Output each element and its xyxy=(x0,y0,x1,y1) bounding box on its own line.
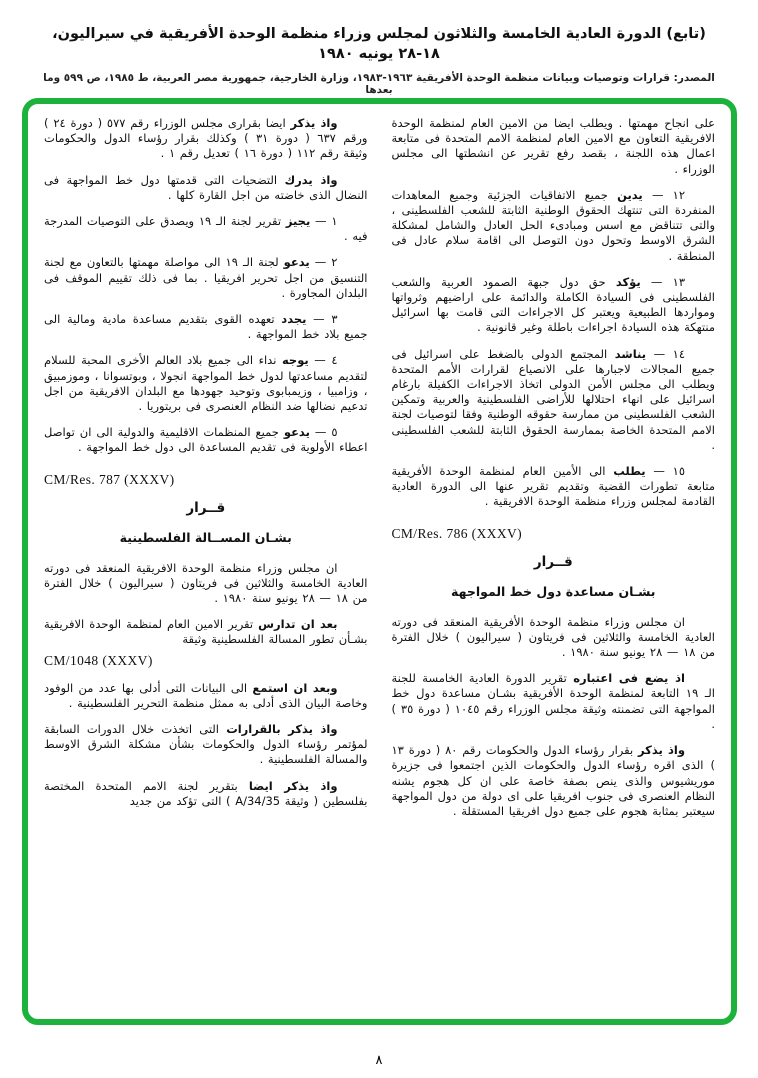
paragraph: ٤ — يوجه نداء الى جميع بلاد العالم الأخرى المحبة للسلام لتقديم مساعدتها لدول خط المواجهة انجولا ، وبوتسوانا ، وموزمبيق ، وزامبيا ، وزيمبابوى وتوحيد جهودها مع البلدان الافريقية من اجل تدعيم نضالها ضد النظام العنصرى فى بريتوريا . xyxy=(44,353,368,414)
paragraph: ٥ — يدعو جميع المنظمات الاقليمية والدولية الى ان تواصل اعطاء الأولوية فى تقديم المساعدة الى دول خط المواجهة . xyxy=(44,425,368,455)
emphasis-lead: يناشد xyxy=(614,346,647,361)
emphasis-lead: واذ يذكر xyxy=(638,743,685,758)
resolution-subject: بشـان مساعدة دول خط المواجهة xyxy=(451,583,656,599)
paragraph: ١٢ — يدين جميع الاتفاقيات الجزئية وجميع المعاهدات المنفردة التى تنتهك الحقوق الوطنية الثابتة للشعب الفلسطينى ، والتى تتناقض مع اسس ومبادىء الحل العادل والشامل لمشكلة الشرق الاوسط وتحول دون التوصل الى اقامة سلام عادل فى المنطقة . xyxy=(391,187,715,263)
two-column-layout xyxy=(28,104,731,1019)
item-number: ٣ — xyxy=(306,312,338,327)
paragraph: بعد ان تدارس تقرير الامين العام لمنظمة الوحدة الافريقية بشـأن تطور المسالة الفلسطينية وثيقة xyxy=(44,617,368,647)
emphasis-lead: بعد ان تدارس xyxy=(258,617,338,632)
paragraph: ٢ — يدعو لجنة الـ ١٩ الى مواصلة مهمتها بالتعاون مع لجنة التنسيق من اجل تحرير افريقيا . بما فى ذلك تقييم الموقف فى البلدان المجاورة . xyxy=(44,255,368,300)
item-number: ٥ — xyxy=(309,425,338,440)
column-left xyxy=(44,116,368,1009)
document-reference: CM/Res. 787 (XXXV) xyxy=(44,471,175,487)
paragraph: واذ يذكر بقرار رؤساء الدول والحكومات رقم ٨٠ ( دورة ١٣ ) الذى اقره رؤساء الدول والحكومات الذين اجتمعوا فى جزيرة موريشيوس والذى ينص بصفة خاصة على ان كل هجوم يشنه النظام العنصرى فى جنوب افريقيا على اى دولة من دول المواجهة سيعتبر بمثابة هجوم على جميع دول افريقيا المستقلة . xyxy=(391,743,715,818)
emphasis-lead: يدعو xyxy=(283,255,310,270)
paragraph: ان مجلس وزراء منظمة الوحدة الافريقية المنعقد فى دورته العادية الخامسة والثلاثين فى فريتاون ( سيراليون ) خلال الفترة من ١٨ — ٢٨ يونيو سنة ١٩٨٠ . xyxy=(44,560,368,606)
session-title: (تابع) الدورة العادية الخامسة والثلاثون لمجلس وزراء منظمة الوحدة الأفريقية في سيراليون، ١٨-٢٨ يونيه ١٩٨٠ xyxy=(52,26,706,63)
column-right xyxy=(392,116,716,1009)
resolution-subject: بشـان المســالة الفلسطينية xyxy=(119,529,292,545)
item-number: ١ — xyxy=(310,214,338,229)
paragraph: ٣ — يجدد تعهده القوى بتقديم مساعدة مادية ومالية الى جميع بلاد خط المواجهة . xyxy=(44,312,368,342)
emphasis-lead: يؤكد xyxy=(615,274,641,289)
emphasis-lead: يدعو xyxy=(283,425,310,440)
item-number: ٢ — xyxy=(309,255,338,270)
page-number: ٨ xyxy=(375,1053,383,1068)
paragraph: واذ يذكر ايضا بقرارى مجلس الوزراء رقم ٥٧٧ ( دورة ٢٤ ) ورقم ٦٣٧ ( دورة ٣١ ) وكذلك بقرار رؤساء الدول والحكومات وثيقة رقم ١١٢ ( دورة ١٦ ) تعديل رقم ١ . xyxy=(44,116,368,161)
item-number: ١٤ — xyxy=(646,346,685,361)
emphasis-lead: واذ يذكر بالقرارات xyxy=(226,722,338,737)
document-reference: CM/Res. 786 (XXXV) xyxy=(391,525,523,541)
item-number: ١٥ — xyxy=(645,464,685,479)
paragraph: وبعد ان استمع الى البيانات التى أدلى بها عدد من الوفود وخاصة البيان الذى أدلى به ممثل منظمة التحرير الفلسطينية . xyxy=(44,680,368,710)
item-number: ١٢ — xyxy=(642,187,685,202)
resolution-heading: قــرار xyxy=(186,499,226,516)
document-reference: CM/1048 (XXXV) xyxy=(44,652,153,668)
emphasis-lead: واذ يدرك xyxy=(284,172,338,187)
paragraph: واذ يذكر ايضا بتقرير لجنة الامم المتحدة المختصة بفلسطين ( وثيقة A/34/35 ) التى تؤكد من جديد xyxy=(44,778,368,808)
item-number: ١٣ — xyxy=(640,274,686,289)
source-citation: المصدر: قرارات وتوصيات وبيانات منظمة الوحدة الأفريقية ١٩٦٣-١٩٨٣، وزارة الخارجية، جمهورية مصر العربية، ط ١٩٨٥، ص ٥٩٩ وما بعدها xyxy=(43,71,715,96)
emphasis-lead: واذ يذكر xyxy=(290,116,338,130)
emphasis-lead: اذ يضع فى اعتباره xyxy=(573,671,685,686)
emphasis-lead: واذ يذكر ايضا xyxy=(248,778,338,793)
paragraph: اذ يضع فى اعتباره تقرير الدورة العادية الخامسة للجنة الـ ١٩ التابعة لمنظمة الوحدة الأفريقية بشـان مساعدة دول خط المواجهة التى تضمنته وثيقة مجلس الوزراء رقم ١٠٤٥ ( دورة ٣٥ ) . xyxy=(391,671,715,731)
paragraph: ١٤ — يناشد المجتمع الدولى بالضغط على اسرائيل فى جميع المجالات لاجبارها على الانصياع لقرارات الأمم المتحدة ويطلب الى مجلس الأمن الدولى اتخاذ الاجراءات الكفيلة بارغام اسرائيل على انهاء احتلالها للأراضى الفلسطينية والعربية وتمكين الشعب الفلسطينى من ممارسة حقوقه الوطنية وفقا لتوصيات لجنة الامم المتحدة الخاصة بممارسة الحقوق الثابتة للشعب الفلسطينى . xyxy=(391,346,715,452)
paragraph: على انجاح مهمتها . ويطلب ايضا من الامين العام لمنظمة الوحدة الافريقية التعاون مع الامين العام لمنظمة الامم المتحدة فى متابعة اعمال هذه اللجنة ، بقصد رفع تقرير عن انشطتها الى مجلس الوزراء . xyxy=(391,116,715,176)
emphasis-lead: يدين xyxy=(617,187,643,202)
emphasis-lead: يجدد xyxy=(281,312,307,327)
item-number: ٤ — xyxy=(308,353,338,368)
emphasis-lead: وبعد ان استمع xyxy=(252,680,338,695)
paragraph: ان مجلس وزراء منظمة الوحدة الأفريقية المنعقد فى دورته العادية الخامسة والثلاثين فى فريتاون ( سيراليون ) خلال الفترة من ١٨ — ٢٨ يونيو سنة ١٩٨٠ . xyxy=(391,614,715,660)
emphasis-lead: يوجه xyxy=(281,353,309,368)
emphasis-lead: يجيز xyxy=(285,214,311,229)
content-frame xyxy=(22,98,737,1025)
paragraph: ١ — يجيز تقرير لجنة الـ ١٩ ويصدق على التوصيات المدرجة فيه . xyxy=(44,214,368,244)
paragraph: واذ يدرك التضحيات التى قدمتها دول خط المواجهة فى النضال الذى خاضته من اجل القارة كلها . xyxy=(44,172,368,202)
page-header xyxy=(0,24,758,96)
resolution-heading: قــرار xyxy=(533,553,573,570)
emphasis-lead: يطلب xyxy=(613,464,646,479)
paragraph: واذ يذكر بالقرارات التى اتخذت خلال الدورات السابقة لمؤتمر رؤساء الدول والحكومات بشأن مشكلة الشرق الاوسط والمسالة الفلسطينية . xyxy=(44,722,368,767)
paragraph: ١٥ — يطلب الى الأمين العام لمنظمة الوحدة الأفريقية متابعة تطورات القضية وتقديم تقرير عنها الى الدورة العادية القادمة لمجلس وزراء منظمة الوحدة الافريقية . xyxy=(391,464,715,509)
paragraph: ١٣ — يؤكد حق دول جبهة الصمود العربية والشعب الفلسطينى فى السيادة الكاملة والدائمة على اراضيهم وثرواتها ومواردها الطبيعية ويعتبر كل الاجراءات التى قامت بها اسرائيل منتهكة هذه السيادة اجراءات باطلة وغير قانونية . xyxy=(391,274,715,335)
